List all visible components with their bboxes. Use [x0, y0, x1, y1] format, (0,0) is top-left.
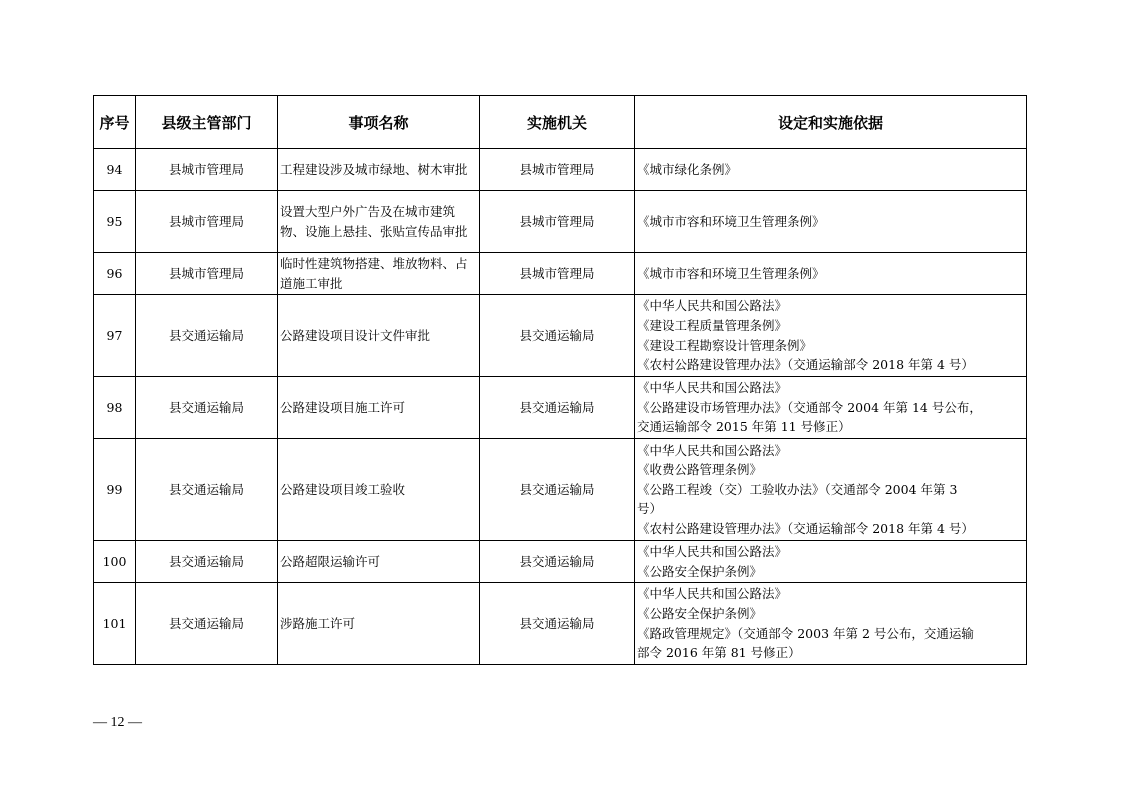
basis-line: 《中华人民共和国公路法》 — [637, 380, 788, 396]
basis-line: 《中华人民共和国公路法》 — [637, 442, 788, 458]
row-seq: 101 — [94, 583, 136, 665]
table-row — [94, 295, 1027, 377]
table-row — [94, 583, 1027, 665]
basis-line: 《公路安全保护条例》 — [637, 605, 763, 621]
row-basis — [635, 377, 1027, 439]
basis-line: 号） — [637, 501, 663, 517]
table-row — [94, 541, 1027, 583]
basis-line: 《中华人民共和国公路法》 — [637, 543, 788, 559]
header-item: 事项名称 — [278, 96, 480, 149]
row-seq: 100 — [94, 541, 136, 583]
basis-line: 部令 2016 年第 81 号修正） — [637, 645, 801, 661]
table-row — [94, 191, 1027, 253]
table-header-row — [94, 96, 1027, 149]
row-basis — [635, 295, 1027, 377]
row-agency: 县城市管理局 — [480, 253, 635, 295]
table-row — [94, 377, 1027, 439]
basis-line: 《公路建设市场管理办法》（交通部令 2004 年第 14 号公布， — [637, 399, 982, 415]
row-seq: 95 — [94, 191, 136, 253]
page-number: — 12 — — [93, 715, 142, 730]
basis-line: 《公路工程竣（交）工验收办法》（交通部令 2004 年第 3 — [637, 481, 958, 497]
row-basis — [635, 191, 1027, 253]
basis-line: 《公路安全保护条例》 — [637, 563, 763, 579]
row-item: 工程建设涉及城市绿地、树木审批 — [278, 149, 480, 191]
row-agency: 县交通运输局 — [480, 439, 635, 541]
basis-line: 《建设工程质量管理条例》 — [637, 317, 788, 333]
table-row — [94, 439, 1027, 541]
row-item: 设置大型户外广告及在城市建筑物、设施上悬挂、张贴宣传品审批 — [278, 191, 480, 253]
basis-line: 《城市绿化条例》 — [637, 161, 738, 177]
row-seq: 94 — [94, 149, 136, 191]
header-seq: 序号 — [94, 96, 136, 149]
row-dept: 县城市管理局 — [136, 253, 278, 295]
basis-line: 《中华人民共和国公路法》 — [637, 586, 788, 602]
table-row — [94, 253, 1027, 295]
row-dept: 县交通运输局 — [136, 541, 278, 583]
approval-items-table — [93, 95, 1027, 665]
row-agency: 县交通运输局 — [480, 377, 635, 439]
row-item: 公路建设项目施工许可 — [278, 377, 480, 439]
row-basis — [635, 439, 1027, 541]
row-basis — [635, 541, 1027, 583]
row-agency: 县交通运输局 — [480, 583, 635, 665]
header-basis: 设定和实施依据 — [635, 96, 1027, 149]
row-item: 临时性建筑物搭建、堆放物料、占道施工审批 — [278, 253, 480, 295]
row-dept: 县交通运输局 — [136, 377, 278, 439]
basis-line: 《城市市容和环境卫生管理条例》 — [637, 213, 825, 229]
basis-line: 《农村公路建设管理办法》（交通运输部令 2018 年第 4 号） — [637, 520, 974, 536]
basis-line: 《农村公路建设管理办法》（交通运输部令 2018 年第 4 号） — [637, 357, 974, 373]
row-seq: 97 — [94, 295, 136, 377]
row-item: 公路超限运输许可 — [278, 541, 480, 583]
row-agency: 县城市管理局 — [480, 191, 635, 253]
header-agency: 实施机关 — [480, 96, 635, 149]
basis-line: 《路政管理规定》（交通部令 2003 年第 2 号公布，交通运输 — [637, 625, 974, 641]
row-item: 公路建设项目竣工验收 — [278, 439, 480, 541]
row-dept: 县城市管理局 — [136, 149, 278, 191]
row-seq: 99 — [94, 439, 136, 541]
basis-line: 交通运输部令 2015 年第 11 号修正） — [637, 419, 851, 435]
row-seq: 96 — [94, 253, 136, 295]
row-basis — [635, 149, 1027, 191]
basis-line: 《收费公路管理条例》 — [637, 462, 763, 478]
row-basis — [635, 253, 1027, 295]
row-agency: 县交通运输局 — [480, 541, 635, 583]
header-dept: 县级主管部门 — [136, 96, 278, 149]
basis-line: 《中华人民共和国公路法》 — [637, 298, 788, 314]
row-item: 公路建设项目设计文件审批 — [278, 295, 480, 377]
row-basis — [635, 583, 1027, 665]
row-dept: 县交通运输局 — [136, 295, 278, 377]
row-dept: 县城市管理局 — [136, 191, 278, 253]
row-seq: 98 — [94, 377, 136, 439]
basis-line: 《城市市容和环境卫生管理条例》 — [637, 265, 825, 281]
row-agency: 县城市管理局 — [480, 149, 635, 191]
row-agency: 县交通运输局 — [480, 295, 635, 377]
row-dept: 县交通运输局 — [136, 439, 278, 541]
table-row — [94, 149, 1027, 191]
row-dept: 县交通运输局 — [136, 583, 278, 665]
basis-line: 《建设工程勘察设计管理条例》 — [637, 337, 813, 353]
row-item: 涉路施工许可 — [278, 583, 480, 665]
